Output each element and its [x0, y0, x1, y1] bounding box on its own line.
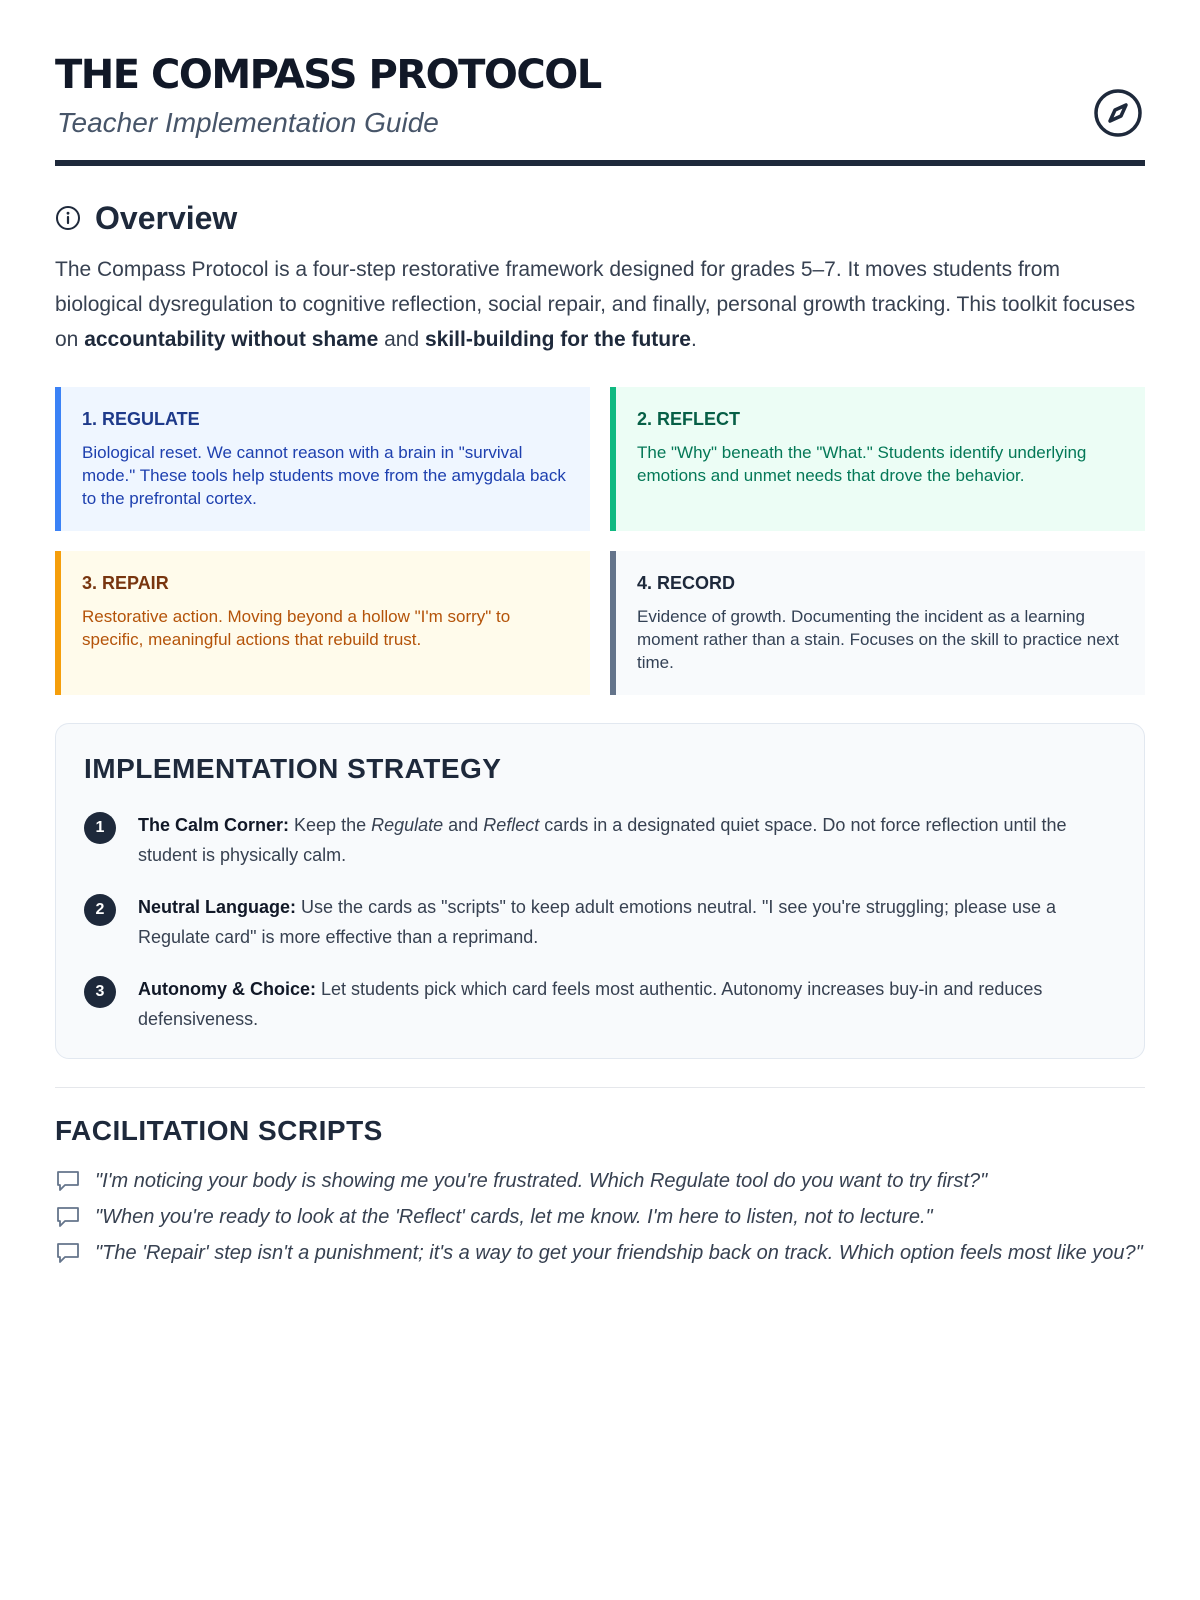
overview-text-part: The Compass Protocol is a four-step restorative framework designed for grades 5–7. It moves students from biological dysregulation to cognitive reflection, social repair, and finally, personal growth tracking. This toolkit focuses on: [55, 258, 1136, 351]
step-title: 2. REFLECT: [637, 409, 741, 429]
section-divider: [55, 1087, 1145, 1088]
scripts-heading: FACILITATION SCRIPTS: [55, 1115, 383, 1146]
step-number-badge: 2: [84, 894, 116, 926]
script-item: [55, 1238, 1145, 1268]
script-item: [55, 1166, 1145, 1196]
strategy-text-part: and: [443, 815, 484, 835]
overview-text-part: .: [690, 328, 697, 351]
document-header: [55, 50, 1145, 166]
document-subtitle: Teacher Implementation Guide: [57, 107, 439, 138]
script-quote: "The 'Repair' step isn't a punishment; it's a way to get your friendship back on track. Which option feels most like you?": [95, 1242, 1143, 1264]
step-description: Biological reset. We cannot reason with a brain in "survival mode." These tools help students move from the amygdala back to the prefrontal cortex.: [82, 443, 566, 508]
step-card-regulate: [55, 387, 590, 531]
step-description: The "Why" beneath the "What." Students identify underlying emotions and unmet needs that drove the behavior.: [637, 443, 1087, 485]
step-card-record: [610, 551, 1145, 695]
steps-grid: [55, 387, 1145, 695]
step-description: Restorative action. Moving beyond a hollow "I'm sorry" to specific, meaningful actions that rebuild trust.: [82, 607, 511, 649]
overview-heading: Overview: [95, 200, 238, 236]
strategy-text-part: cards in a designated quiet space. Do not force reflection until the student is physically calm.: [138, 815, 1067, 865]
facilitation-scripts-section: [55, 1114, 1145, 1268]
speech-bubble-icon: [55, 1240, 81, 1266]
strategy-text: [138, 892, 1116, 952]
strategy-item: [84, 974, 1116, 1034]
step-number-badge: 1: [84, 812, 116, 844]
script-quote: "I'm noticing your body is showing me you're frustrated. Which Regulate tool do you want to try first?": [95, 1170, 988, 1192]
document-title: THE COMPASS PROTOCOL: [55, 52, 601, 98]
overview-section: [55, 198, 1145, 357]
strategy-item: [84, 810, 1116, 870]
strategy-label: The Calm Corner:: [138, 815, 290, 835]
strategy-item: [84, 892, 1116, 952]
step-card-reflect: [610, 387, 1145, 531]
script-quote: "When you're ready to look at the 'Reflect' cards, let me know. I'm here to listen, not to lecture.": [95, 1206, 933, 1228]
implementation-strategy-box: [55, 723, 1145, 1059]
overview-bold-skill-building: skill-building for the future: [424, 328, 691, 351]
strategy-text: [138, 810, 1116, 870]
step-title: 3. REPAIR: [82, 573, 169, 593]
step-number-badge: 3: [84, 976, 116, 1008]
strategy-text-part: Use the cards as "scripts" to keep adult emotions neutral. "I see you're struggling; please use a Regulate card" is more effective than a reprimand.: [138, 897, 1057, 947]
strategy-text: [138, 974, 1116, 1034]
script-item: [55, 1202, 1145, 1232]
strategy-label: Neutral Language:: [138, 897, 297, 917]
compass-icon: [1093, 88, 1143, 138]
step-title: 1. REGULATE: [82, 409, 200, 429]
step-card-repair: [55, 551, 590, 695]
overview-paragraph: [55, 252, 1145, 357]
speech-bubble-icon: [55, 1168, 81, 1194]
strategy-text-part: Keep the: [289, 815, 372, 835]
strategy-emphasis: Regulate: [371, 815, 444, 835]
overview-bold-accountability: accountability without shame: [84, 328, 379, 351]
info-icon: [55, 205, 81, 231]
step-title: 4. RECORD: [637, 573, 736, 593]
strategy-heading: IMPLEMENTATION STRATEGY: [84, 753, 502, 784]
strategy-label: Autonomy & Choice:: [138, 979, 316, 999]
overview-heading-row: [55, 198, 1145, 238]
strategy-emphasis: Reflect: [483, 815, 540, 835]
overview-text-part: and: [378, 328, 425, 351]
step-description: Evidence of growth. Documenting the incident as a learning moment rather than a stain. Focuses on the skill to practice next time.: [637, 607, 1119, 672]
script-list: [55, 1166, 1145, 1268]
strategy-text-part: Let students pick which card feels most authentic. Autonomy increases buy-in and reduces defensiveness.: [138, 979, 1043, 1029]
speech-bubble-icon: [55, 1204, 81, 1230]
